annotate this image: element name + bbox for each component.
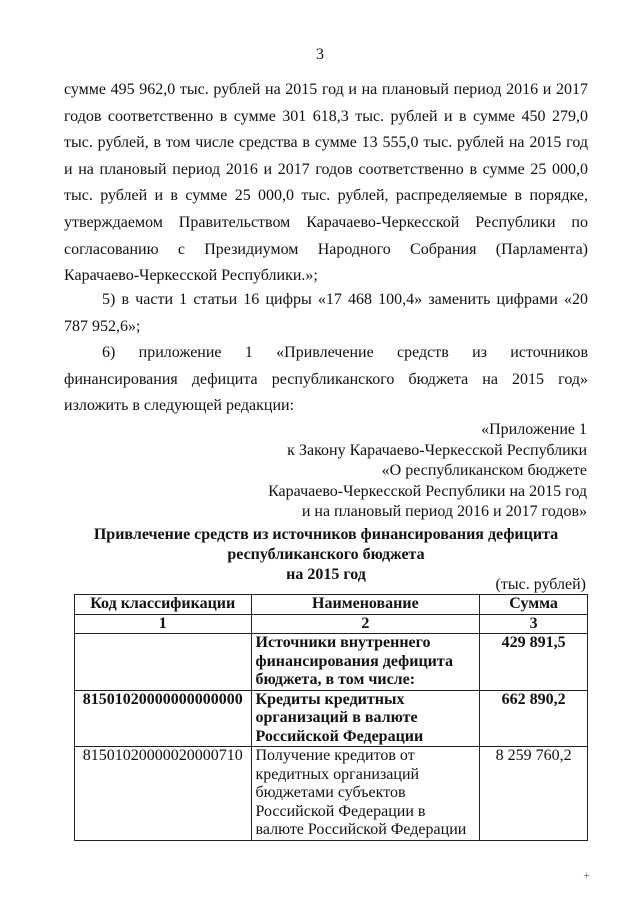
- table-row: [75, 747, 588, 841]
- paragraph-appendix-1: 6) приложение 1 «Привлечение средств из источников финансирования дефицита республиканского бюджета на 2015 год» изложить в следующей редакции:: [64, 344, 588, 415]
- header-name: Наименование: [251, 595, 480, 615]
- appendix-header: [268, 420, 587, 523]
- table-row: [75, 634, 588, 691]
- header-sum: Сумма: [480, 595, 588, 615]
- title-line: Привлечение средств из источников финансирования дефицита: [93, 526, 559, 543]
- margin-mark: +: [583, 868, 590, 882]
- column-number: 2: [251, 614, 480, 634]
- title-line: республиканского бюджета: [227, 546, 425, 563]
- row-sum: 429 891,5: [480, 634, 588, 691]
- appendix-line: «Приложение 1: [481, 421, 587, 438]
- column-number: 3: [480, 614, 588, 634]
- paragraph-article-16: 5) в части 1 статьи 16 цифры «17 468 100,4» заменить цифрами «20 787 952,6»;: [64, 291, 588, 335]
- row-name: Кредиты кредитных организаций в валюте Российской Федерации: [251, 690, 480, 747]
- row-name: Получение кредитов от кредитных организаций бюджетами субъектов Российской Федерации в валюте Российской Федерации: [251, 747, 480, 841]
- row-code: 81501020000020000710: [75, 747, 252, 841]
- appendix-line: Карачаево-Черкесской Республики на 2015 год: [268, 482, 587, 500]
- table-header-row: [75, 595, 588, 615]
- page-number: 3: [316, 46, 324, 63]
- header-code: Код классификации: [75, 595, 252, 615]
- row-code: 81501020000000000000: [75, 690, 252, 747]
- appendix-line: и на плановый период 2016 и 2017 годов»: [301, 503, 587, 520]
- row-sum: 8 259 760,2: [480, 747, 588, 841]
- paragraph-budget-amounts: сумме 495 962,0 тыс. рублей на 2015 год и на плановый период 2016 и 2017 годов соответственно в сумме 301 618,3 тыс. рублей и в сумме 450 279,0 тыс. рублей, в том числе средства в сумме 13 555,0 тыс. рублей на 2015 год и на плановый период 2016 и 2017 годов соответственно в сумме 25 000,0 тыс. рублей и в сумме 25 000,0 тыс. рублей, распределяемые в порядке, утверждаемом Правительством Карачаево-Черкесской Республики по согласованию с Президиумом Народного Собрания (Парламента) Карачаево-Черкесской Республики.»;: [64, 81, 588, 285]
- appendix-line: к Закону Карачаево-Черкесской Республики: [287, 441, 587, 459]
- row-sum: 662 890,2: [480, 690, 588, 747]
- column-number: 1: [75, 614, 252, 634]
- title-line: на 2015 год: [286, 566, 366, 583]
- financing-table: [74, 594, 588, 841]
- units-label: (тыс. рублей): [495, 576, 586, 593]
- row-name: Источники внутреннего финансирования дефицита бюджета, в том числе:: [251, 634, 480, 691]
- row-code: [75, 634, 252, 691]
- column-number-row: [75, 614, 588, 634]
- table-row: [75, 690, 588, 747]
- appendix-line: «О республиканском бюджете: [381, 462, 587, 479]
